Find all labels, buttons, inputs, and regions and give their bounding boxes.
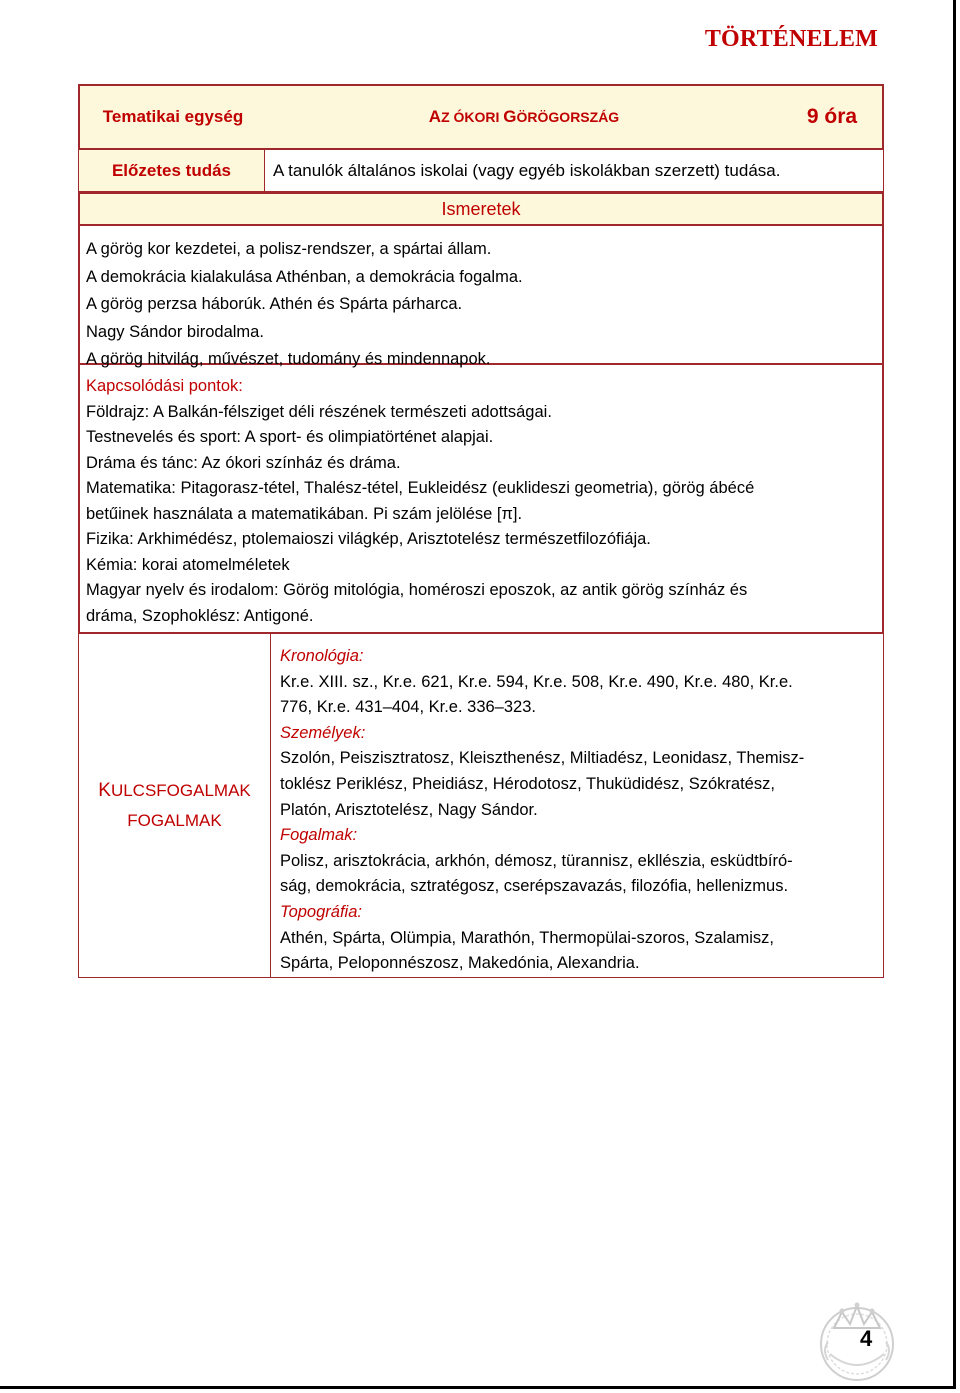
unit-hours: 9 óra bbox=[806, 105, 858, 128]
unit-name bbox=[266, 107, 782, 127]
knowledge-item: A görög hitvilág, művészet, tudomány és mindennapok. bbox=[86, 350, 491, 368]
prior-knowledge-row bbox=[78, 150, 884, 192]
knowledge-list bbox=[78, 226, 884, 368]
connection-line: betűinek használata a matematikában. Pi szám jelölése [π]. bbox=[86, 504, 523, 523]
unit-name-initial-2: G bbox=[503, 107, 517, 126]
document-title: TÖRTÉNELEM bbox=[704, 26, 878, 52]
connection-line: Magyar nyelv és irodalom: Görög mitológia, homéroszi eposzok, az antik görög színház és bbox=[86, 581, 748, 599]
connection-line: Földrajz: A Balkán-félsziget déli részének természeti adottságai. bbox=[86, 402, 552, 421]
persons-line: toklész Periklész, Pheidiász, Hérodotosz, Thuküdidész, Szókratész, bbox=[280, 774, 775, 793]
knowledge-header: Ismeretek bbox=[78, 192, 884, 226]
key-concepts-label bbox=[79, 634, 271, 977]
connection-line: Testnevelés és sport: A sport- és olimpiatörténet alapjai. bbox=[86, 428, 494, 446]
key-concepts-row bbox=[78, 634, 884, 978]
prior-knowledge-label: Előzetes tudás bbox=[79, 150, 265, 191]
unit-header-row bbox=[78, 84, 884, 150]
key-concepts-label-rest: ULCSFOGALMAK bbox=[110, 780, 251, 800]
page-number: 4 bbox=[860, 1326, 873, 1351]
knowledge-item: A görög kor kezdetei, a polisz-rendszer, a spártai állam. bbox=[86, 240, 492, 258]
concepts-line: Polisz, arisztokrácia, arkhón, démosz, türannisz, ekllészia, esküdtbíró- bbox=[280, 851, 793, 870]
knowledge-item: A demokrácia kialakulása Athénban, a demokrácia fogalma. bbox=[86, 267, 523, 286]
chronology-line: 776, Kr.e. 431–404, Kr.e. 336–323. bbox=[280, 698, 536, 717]
unit-name-part-1: Z ÓKORI bbox=[441, 109, 504, 125]
connection-line: Kémia: korai atomelméletek bbox=[86, 555, 290, 574]
prior-knowledge-text: A tanulók általános iskolai (vagy egyéb iskolákban szerzett) tudása. bbox=[273, 160, 781, 180]
key-concepts-initial: K bbox=[98, 779, 111, 801]
crown-emblem-icon bbox=[814, 1298, 900, 1384]
topography-line: Athén, Spárta, Olümpia, Marathón, Thermopülai-szoros, Szalamisz, bbox=[280, 928, 774, 947]
persons-line: Platón, Arisztotelész, Nagy Sándor. bbox=[280, 800, 538, 819]
unit-label: Tematikai egység bbox=[102, 107, 244, 126]
unit-name-part-2: ÖRÖGORSZÁG bbox=[516, 109, 620, 125]
key-concepts-content bbox=[271, 634, 883, 977]
topography-line: Spárta, Peloponnészosz, Makedónia, Alexandria. bbox=[280, 954, 640, 973]
persons-line: Szolón, Peiszisztratosz, Kleiszthenész, Miltiadész, Leonidasz, Themisz- bbox=[280, 749, 805, 768]
chronology-line: Kr.e. XIII. sz., Kr.e. 621, Kr.e. 594, Kr.e. 508, Kr.e. 490, Kr.e. 480, Kr.e. bbox=[280, 672, 793, 691]
connection-line: Dráma és tánc: Az ókori színház és dráma. bbox=[86, 453, 401, 472]
persons-title: Személyek: bbox=[280, 723, 366, 742]
connections-section bbox=[78, 365, 884, 634]
chronology-title: Kronológia: bbox=[280, 647, 364, 665]
concepts-line: ság, demokrácia, sztratégosz, cserépszavazás, filozófia, hellenizmus. bbox=[280, 877, 789, 896]
connection-line: dráma, Szophoklész: Antigoné. bbox=[86, 606, 314, 625]
knowledge-item: Nagy Sándor birodalma. bbox=[86, 322, 264, 341]
topography-title: Topográfia: bbox=[280, 902, 362, 921]
key-concepts-label-line2: FOGALMAK bbox=[127, 810, 222, 830]
connections-title: Kapcsolódási pontok: bbox=[86, 377, 243, 395]
concepts-title: Fogalmak: bbox=[280, 826, 358, 845]
unit-name-initial-1: A bbox=[428, 107, 442, 126]
connection-line: Matematika: Pitagorasz-tétel, Thalész-tétel, Eukleidész (euklideszi geometria), görög ábécé bbox=[86, 479, 755, 497]
connection-line: Fizika: Arkhimédész, ptolemaioszi világkép, Arisztotelész természetfilozófiája. bbox=[86, 530, 651, 548]
knowledge-item: A görög perzsa háborúk. Athén és Spárta párharca. bbox=[86, 295, 463, 313]
